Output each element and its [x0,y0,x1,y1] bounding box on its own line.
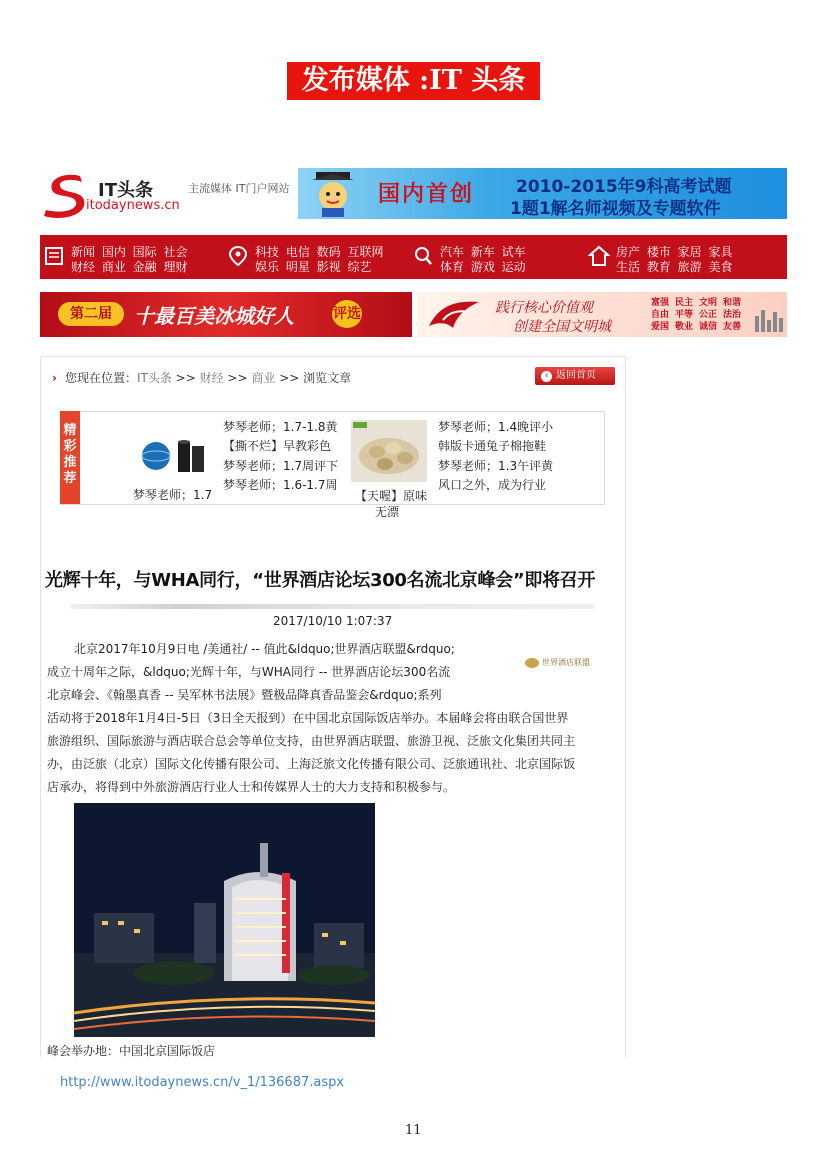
article-line: 店承办，将得到中外旅游酒店行业人士和传媒界人士的大力支持和积极参与。 [47,780,456,794]
banner-line-2: 1题1解名师视频及专题软件 [510,199,721,219]
article-line: 活动将于2018年1月4日-5日（3日全天报到）在中国北京国际饭店举办。本届峰会将由联合国世界 [47,711,569,725]
promo-banner-right[interactable] [417,292,787,337]
photo-caption: 峰会举办地：中国北京国际饭店 [47,1044,216,1058]
recommend-item[interactable]: 梦琴老师；1.7周评下 [223,459,339,473]
page-number: 11 [405,1123,422,1138]
nav-row-2[interactable]: 生活 教育 旅游 美食 [616,260,733,274]
recommend-item[interactable]: 梦琴老师；1.4晚评小 [438,420,554,434]
core-values: 富强 民主 文明 和谐 自由 平等 公正 法治 爱国 敬业 诚信 友善 [651,298,742,332]
breadcrumb: › 您现在位置：IT头条 >> 财经 >> 商业 >> 浏览文章 [52,371,352,385]
chevron-right-icon: › [52,371,57,385]
search-icon [412,245,434,267]
top-ad-banner[interactable] [298,168,787,219]
promo-line-1: 践行核心价值观 [495,300,593,316]
site-logo[interactable] [40,170,180,220]
location-icon [227,245,249,267]
logo-subtitle: 主流媒体 IT门户网站 [188,182,290,195]
article-line: 北京峰会、《翰墨真香 -- 吴军林书法展》暨极品降真香品鉴会&rdquo;系列 [47,688,442,702]
hotel-night-image [74,803,375,1037]
recommend-item[interactable]: 风口之外，成为行业 [438,478,547,492]
nav-row-2[interactable]: 体育 游戏 运动 [440,260,526,274]
breadcrumb-finance-link[interactable]: 财经 [199,371,224,385]
recommend-item[interactable]: 梦琴老师；1.6-1.7周 [223,478,338,492]
mascot-icon [306,170,362,217]
article-line: 成立十周年之际，&ldquo;光辉十年，与WHA同行 -- 世界酒店论坛300名流 [47,665,451,679]
wha-logo: 世界酒店联盟 [525,657,605,673]
promo-text: 十最百美冰城好人 [134,304,294,328]
skyline-icon [753,302,785,334]
source-url-link[interactable]: http://www.itodaynews.cn/v_1/136687.aspx [60,1075,345,1090]
promo-badge: 第二届 [58,302,124,326]
article-line: 办，由泛旅（北京）国际文化传播有限公司、上海泛旅文化传播有限公司、泛旅通讯社、北京国际饭 [47,757,576,771]
article-title: 光辉十年，与WHA同行，“世界酒店论坛300名流北京峰会”即将召开 [45,570,596,591]
recommend-thumb-globe[interactable] [134,428,214,478]
wha-ring-icon [525,658,539,668]
breadcrumb-business-link[interactable]: 商业 [251,371,276,385]
house-icon [588,245,610,267]
recommend-item[interactable]: 梦琴老师；1.7-1.8黄 [223,420,338,434]
banner-line-1: 2010-2015年9科高考试题 [516,177,732,197]
promo-line-2: 创建全国文明城 [513,319,611,335]
banner-highlight: 国内首创 [378,182,475,207]
title-divider [70,604,595,609]
nav-row-1[interactable]: 汽车 新车 试车 [440,245,526,259]
logo-s-icon [40,170,92,220]
recommend-item[interactable]: 无漂 [375,505,400,519]
nav-row-1[interactable]: 科技 电信 数码 互联网 [255,245,384,259]
dove-icon [425,296,483,334]
main-nav [40,235,787,279]
hotel-photo [74,803,375,1037]
recommend-item[interactable]: 【撕不烂】早教彩色 [223,439,332,453]
recommend-item[interactable]: 梦琴老师；1.3午评黄 [438,459,554,473]
nav-row-1[interactable]: 房产 楼市 家居 家具 [616,245,733,259]
recommend-thumb-pistachio[interactable] [351,420,427,482]
nav-row-1[interactable]: 新闻 国内 国际 社会 [71,245,188,259]
recommend-item[interactable]: 【天喔】原味 [355,489,428,503]
recommend-tag: 精 彩 推 荐 [60,411,80,504]
page-heading: 发布媒体 :IT 头条 [287,62,540,100]
nav-row-2[interactable]: 娱乐 明星 影视 综艺 [255,260,372,274]
recommend-item[interactable]: 梦琴老师；1.7 [133,488,213,502]
promo-tail: 评选 [332,300,362,328]
logo-name: IT头条 [98,180,153,201]
article-date: 2017/10/10 1:07:37 [273,614,393,628]
breadcrumb-site-link[interactable]: IT头条 [136,371,172,385]
article-line: 北京2017年10月9日电 /美通社/ -- 值此&ldquo;世界酒店联盟&rdquo; [74,642,455,656]
nav-row-2[interactable]: 财经 商业 金融 理财 [71,260,188,274]
promo-banner-left[interactable] [40,292,412,337]
article-line: 旅游组织、国际旅游与酒店联合总会等单位支持，由世界酒店联盟、旅游卫视、泛旅文化集团共同主 [47,734,576,748]
back-arrow-icon: ‹ [541,371,552,382]
logo-domain: itodaynews.cn [86,198,180,213]
breadcrumb-current: 浏览文章 [303,371,352,385]
news-icon [43,245,65,267]
recommend-item[interactable]: 韩版卡通兔子棉拖鞋 [438,439,547,453]
back-home-button[interactable]: ‹ 返回首页 [535,367,615,385]
